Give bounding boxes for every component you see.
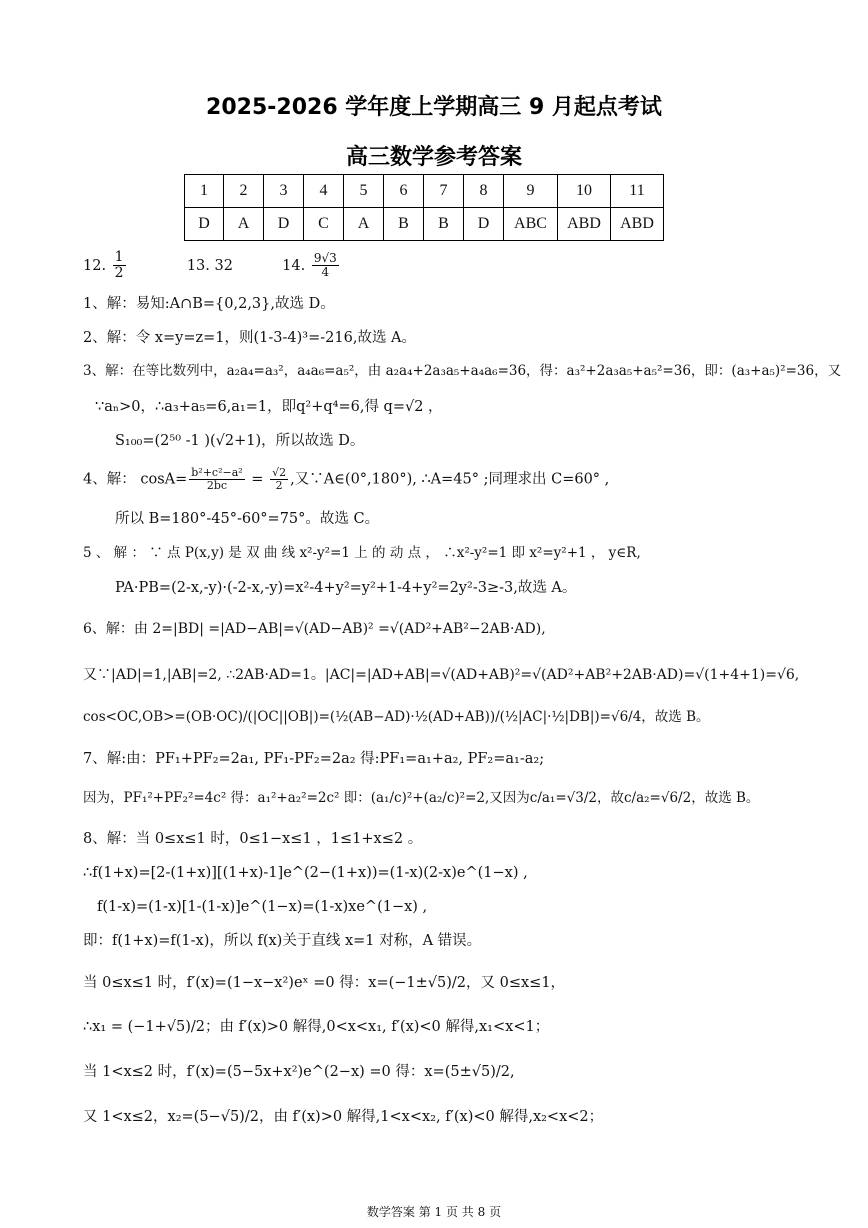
table-cell: D [264, 208, 304, 241]
solution-4-line-2: 所以 B=180°-45°-60°=75°。故选 C。 [115, 511, 380, 527]
table-cell: ABD [611, 208, 664, 241]
table-cell: A [224, 208, 264, 241]
table-cell: 7 [424, 175, 464, 208]
answer-key-title: 高三数学参考答案 [345, 145, 522, 170]
table-cell: 5 [344, 175, 384, 208]
root2-over-2 [270, 467, 288, 492]
q14-fraction [312, 252, 339, 279]
root2-numerator: √2 [272, 466, 287, 479]
table-cell: ABD [558, 208, 611, 241]
q13-answer: 13. 32 [186, 257, 233, 274]
solution-3-line-1: 3、解：在等比数列中，a₂a₄=a₃²，a₄a₆=a₅²，由 a₂a₄+2a₃a₅+a₄a₆=36，得：a₃²+2a₃a₅+a₅²=36，即：(a₃+a₅)²=36，又 [83, 363, 842, 379]
q14-label: 14. [282, 257, 306, 274]
q14-numerator: 9√3 [313, 251, 337, 266]
solution-3-line-3: S₁₀₀=(2⁵⁰ -1 )(√2+1)，所以故选 D。 [115, 433, 365, 449]
table-cell: A [344, 208, 384, 241]
root2-denominator: 2 [275, 479, 283, 493]
solution-8-line-1: 8、解：当 0≤x≤1 时，0≤1−x≤1 ，1≤1+x≤2 。 [83, 831, 423, 847]
q14-denominator: 4 [321, 265, 330, 280]
solution-5-line-1: 5 、 解 ： ∵ 点 P(x,y) 是 双 曲 线 x²-y²=1 上 的 动 点 ， ∴x²-y²=1 即 x²=y²+1 ， y∈R, [83, 545, 641, 561]
solution-6-line-2: 又∵|AD|=1,|AB|=2, ∴2AB·AD=1。|AC|=|AD+AB|=√(AD+AB)²=√(AD²+AB²+2AB·AD)=√(1+4+1)=√6, [83, 667, 800, 683]
solution-6-line-1: 6、解：由 2=|BD| =|AD−AB|=√(AD−AB)² =√(AD²+AB²−2AB·AD), [83, 621, 546, 637]
solution-8-line-4: 即：f(1+x)=f(1-x)，所以 f(x)关于直线 x=1 对称，A 错误。 [83, 933, 482, 949]
solution-7-line-1: 7、解:由：PF₁+PF₂=2a₁, PF₁-PF₂=2a₂ 得:PF₁=a₁+a₂, PF₂=a₁-a₂; [83, 751, 545, 767]
solution-4-line-1 [83, 467, 609, 492]
solution-2: 2、解：令 x=y=z=1，则(1-3-4)³=-216,故选 A。 [83, 330, 417, 346]
q12-numerator: 1 [114, 249, 124, 265]
cos-label: cosA= [140, 471, 188, 488]
answer-table [184, 174, 664, 241]
solution-5-line-2: PA·PB=(2-x,-y)·(-2-x,-y)=x²-4+y²=y²+1-4+y²=2y²-3≥-3,故选 A。 [115, 580, 577, 596]
solution-4-prefix: 4、解： [83, 471, 136, 488]
solution-4-tail: ,又∵A∈(0°,180°), ∴A=45° ;同理求出 C=60° , [290, 471, 610, 488]
solution-8-line-8: 又 1<x≤2，x₂=(5−√5)/2，由 f′(x)>0 解得,1<x<x₂, f′(x)<0 解得,x₂<x<2； [83, 1109, 604, 1125]
table-cell: 1 [185, 175, 224, 208]
cos-numerator: b²+c²−a² [191, 466, 243, 479]
solution-8-line-7: 当 1<x≤2 时，f′(x)=(5−5x+x²)e^(2−x) =0 得：x=(5±√5)/2, [83, 1064, 515, 1080]
solution-8-line-6: ∴x₁ = (−1+√5)/2；由 f′(x)>0 解得,0<x<x₁, f′(x)<0 解得,x₁<x<1； [83, 1019, 550, 1035]
table-cell: 8 [464, 175, 504, 208]
table-cell: 3 [264, 175, 304, 208]
solution-8-line-3: f(1-x)=(1-x)[1-(1-x)]e^(1−x)=(1-x)xe^(1−x) , [97, 899, 428, 915]
page-footer: 数学答案 第 1 页 共 8 页 [366, 1205, 502, 1219]
q12-label: 12. [83, 257, 107, 274]
exam-title: 2025-2026 学年度上学期高三 9 月起点考试 [206, 95, 662, 120]
solution-8-line-5: 当 0≤x≤1 时，f′(x)=(1−x−x²)eˣ =0 得：x=(−1±√5)/2，又 0≤x≤1， [83, 975, 566, 991]
table-cell: B [424, 208, 464, 241]
answer-row [185, 208, 664, 241]
question-number-row [185, 175, 664, 208]
table-cell: 11 [611, 175, 664, 208]
cos-denominator: 2bc [206, 479, 228, 493]
solution-8-line-2: ∴f(1+x)=[2-(1+x)][(1+x)-1]e^(2−(1+x))=(1-x)(2-x)e^(1−x) , [83, 865, 528, 881]
solution-6-line-3: cos<OC,OB>=(OB·OC)/(|OC||OB|)=(½(AB−AD)·½(AD+AB))/(½|AC|·½|DB|)=√6/4，故选 B。 [83, 709, 710, 725]
table-cell: 10 [558, 175, 611, 208]
table-cell: B [384, 208, 424, 241]
table-cell: 6 [384, 175, 424, 208]
q12-fraction [113, 250, 126, 282]
solution-7-line-2: 因为，PF₁²+PF₂²=4c² 得：a₁²+a₂²=2c² 即：(a₁/c)²+(a₂/c)²=2,又因为c/a₁=√3/2，故c/a₂=√6/2，故选 B。 [83, 790, 760, 806]
solution-3-line-2: ∵aₙ>0，∴a₃+a₅=6,a₁=1，即q²+q⁴=6,得 q=√2 ， [95, 399, 443, 415]
q12-denominator: 2 [114, 265, 124, 282]
table-cell: D [185, 208, 224, 241]
table-cell: 2 [224, 175, 264, 208]
table-cell: D [464, 208, 504, 241]
solution-1: 1、解：易知:A∩B={0,2,3},故选 D。 [83, 296, 335, 312]
fill-in-answers [83, 250, 341, 282]
table-cell: 9 [504, 175, 558, 208]
table-cell: C [304, 208, 344, 241]
table-cell: ABC [504, 208, 558, 241]
equals-sign: = [246, 471, 269, 488]
table-cell: 4 [304, 175, 344, 208]
cos-fraction [189, 467, 244, 492]
